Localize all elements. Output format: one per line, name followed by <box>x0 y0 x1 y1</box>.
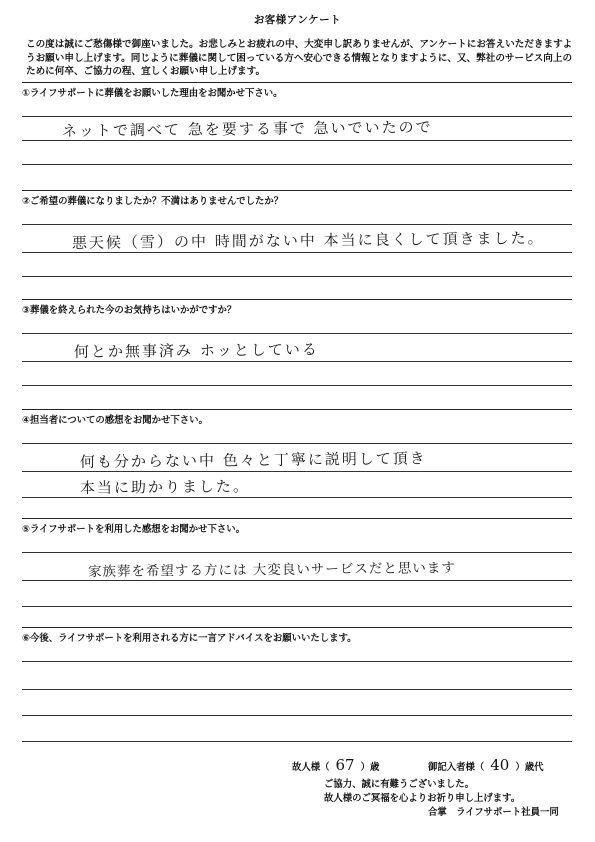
answer-rule <box>22 661 572 662</box>
intro-text: この度は誠にご愁傷様で御座いました。お悲しみとお疲れの中、大変申し訳ありませんが、アンケートにお答えいただきますようお願い申し上げます。同じように葬儀に関して困っている方へ安心できる情報となりますように、又、弊社のサービス向上のために何卒、ご協力の程、宜しくお願い申し上げます。 <box>26 39 573 77</box>
question-section-4 <box>22 409 572 521</box>
answer-4-line-2: 本当に助かりました。 <box>79 477 251 497</box>
thanks-line-1: ご協力、誠に有難うございました。 <box>324 779 475 790</box>
section-divider <box>22 627 572 628</box>
page-title: お客様アンケート <box>253 14 342 26</box>
question-3: ③葬儀を終えられた今のお気持ちはいかがですか？ <box>22 305 237 316</box>
answer-rule <box>22 276 572 277</box>
question-1: ①ライフサポートに葬儀をお願いした理由をお聞かせ下さい。 <box>22 88 283 99</box>
section-divider <box>22 518 572 519</box>
answer-rule <box>22 689 572 690</box>
deceased-label: 故人様（ <box>292 762 330 773</box>
answer-rule <box>22 715 572 716</box>
question-section-3 <box>22 299 572 411</box>
question-5: ⑤ライフサポートを利用した感想をお聞かせ下さい。 <box>22 524 246 535</box>
answer-1-line-1: ネットで調べて 急を要する事で 急いでいたので <box>61 118 433 140</box>
question-6: ⑥今後、ライフサポートを利用される方に一言アドバイスをお願いいたします。 <box>22 633 357 644</box>
answer-rule <box>22 580 572 581</box>
question-section-6 <box>22 627 572 745</box>
section-divider <box>22 409 572 410</box>
answer-rule <box>22 741 572 742</box>
answer-rule <box>22 333 572 334</box>
answer-3-line-1: 何とか無事済み ホッとしている <box>73 340 319 361</box>
deceased-age: 67 <box>335 756 355 774</box>
writer-age-field <box>428 756 544 774</box>
thanks-line-3: 合掌 ライフサポート社員一同 <box>428 807 559 818</box>
thanks-line-2: 故人様のご冥福を心よりお祈り申し上げます。 <box>324 793 521 804</box>
answer-rule <box>22 443 572 444</box>
answer-5-line-1: 家族葬を希望する方には 大変良いサービスだと思います <box>87 560 456 580</box>
question-4: ④担当者についての感想をお聞かせ下さい。 <box>22 415 208 426</box>
writer-label: 御記入者様（ <box>428 762 485 773</box>
deceased-age-field <box>292 756 379 774</box>
answer-rule <box>22 606 572 607</box>
answer-rule <box>22 385 572 386</box>
writer-suffix: ）歳代 <box>515 762 544 773</box>
answer-rule <box>22 224 572 225</box>
answer-2-line-1: 悪天候（雪）の中 時間がない中 本当に良くして頂きました。 <box>71 229 545 252</box>
section-divider <box>22 190 572 191</box>
answer-rule <box>22 552 572 553</box>
question-section-5 <box>22 518 572 630</box>
question-section-2 <box>22 190 572 302</box>
section-divider <box>22 299 572 300</box>
answer-rule <box>22 164 572 165</box>
question-2: ②ご希望の葬儀になりましたか？不満はありませんでしたか？ <box>22 196 284 207</box>
question-section-1 <box>22 82 572 194</box>
writer-age: 40 <box>490 756 510 774</box>
answer-4-line-1: 何も分からない中 色々と丁寧に説明して頂き <box>79 449 427 471</box>
section-divider <box>22 82 572 83</box>
deceased-suffix: ）歳 <box>360 762 380 773</box>
